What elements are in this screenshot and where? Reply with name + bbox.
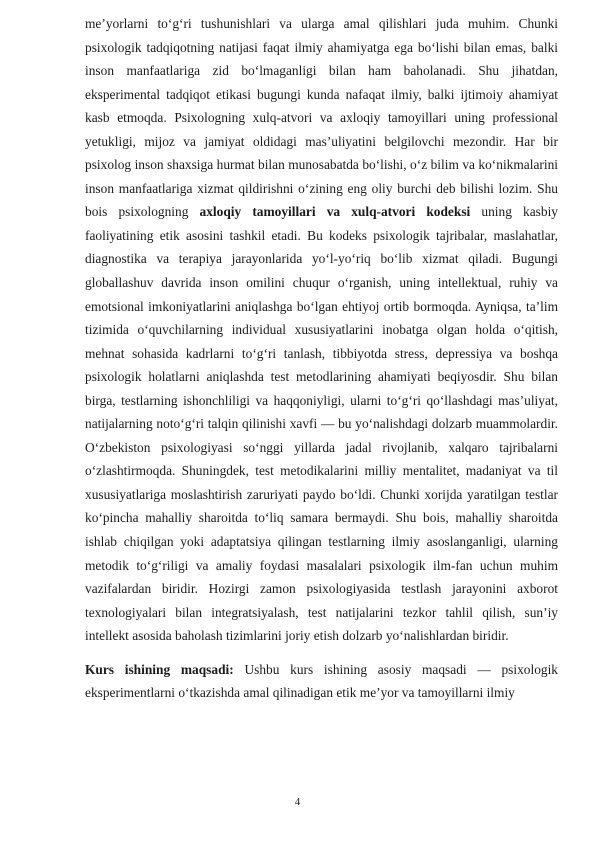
bold-heading-course-goal: Kurs ishining maqsadi: <box>85 661 234 677</box>
body-paragraph-1 <box>85 12 558 648</box>
paragraph-text: uning kasbiy faoliyatining etik asosini tashkil etadi. Bu kodeks psixologik tajribalar, maslahatlar, diagnostika va terapiya jarayonlarida yo‘l-yo‘riq bo‘lib xizmat qiladi. Bugungi globallashuv davrida inson omilini chuqur o‘rganish, uning intellektual, ruhiy va emotsional imkoniyatlarini aniqlashga bo‘lgan ehtiyoj ortib bormoqda. Ayniqsa, ta’lim tizimida o‘quvchilarning individual xususiyatlarini inobatga olgan holda o‘qitish, mehnat sohasida kadrlarni to‘g‘ri tanlash, tibbiyotda stress, depressiya va boshqa psixologik holatlarni aniqlashda test metodlarining ahamiyati beqiyosdir. Shu bilan birga, testlarning ishonchliligi va haqqoniyligi, ularni to‘g‘ri qo‘llashdagi mas’uliyat, natijalarning noto‘g‘ri talqin qilinishi xavfi — bu yo‘nalishdagi dolzarb muammolardir. O‘zbekiston psixologiyasi so‘nggi yillarda jadal rivojlanib, xalqaro tajribalarni o‘zlashtirmoqda. Shuningdek, test metodikalarini milliy mentalitet, madaniyat va til xususiyatlariga moslashtirish zaruriyati paydo bo‘ldi. Chunki xorijda yaratilgan testlar ko‘pincha mahalliy sharoitda to‘liq samara bermaydi. Shu bois, mahalliy sharoitda ishlab chiqilgan yoki adaptatsiya qilingan testlarning ilmiy asoslanganligi, ularning metodik to‘g‘riligi va amaliy foydasi masalalari psixologik ilm-fan uchun muhim vazifalardan biridir. Hozirgi zamon psixologiyasida testlash jarayonini axborot texnologiyalari bilan integratsiyalash, test natijalarini tezkor tahlil qilish, sun’iy intellekt asosida baholash tizimlarini joriy etish dolzarb yo‘nalishlardan biridir. <box>85 204 558 644</box>
paragraph-text: Ushbu kurs ishining asosiy maqsadi — psixologik eksperimentlarni o‘tkazishda amal qilinadigan etik me’yor va tamoyillarni ilmiy <box>85 661 559 701</box>
body-paragraph-2 <box>85 658 558 705</box>
document-page <box>85 12 558 705</box>
paragraph-text: me’yorlarni to‘g‘ri tushunishlari va ularga amal qilishlari juda muhim. Chunki psixologik tadqiqotning natijasi faqat ilmiy ahamiyatga ega bo‘lishi bilan emas, balki inson manfaatlariga zid bo‘lmaganligi bilan ham baholanadi. Shu jihatdan, eksperimental tadqiqot etikasi bugungi kunda nafaqat ilmiy, balki ijtimoiy ahamiyat kasb etmoqda. Psixologning xulq-atvori va axloqiy tamoyillari uning professional yetukligi, mijoz va jamiyat oldidagi mas’uliyatini belgilovchi mezondir. Har bir psixolog inson shaxsiga hurmat bilan munosabatda bo‘lishi, o‘z bilim va ko‘nikmalarini inson manfaatlariga xizmat qildirishni o‘zining eng oliy burchi deb bilishi lozim. Shu bois psixologning <box>85 16 558 220</box>
page-number: 4 <box>294 796 301 808</box>
bold-term-ethics-code: axloqiy tamoyillari va xulq-atvori kodeksi <box>199 204 471 220</box>
